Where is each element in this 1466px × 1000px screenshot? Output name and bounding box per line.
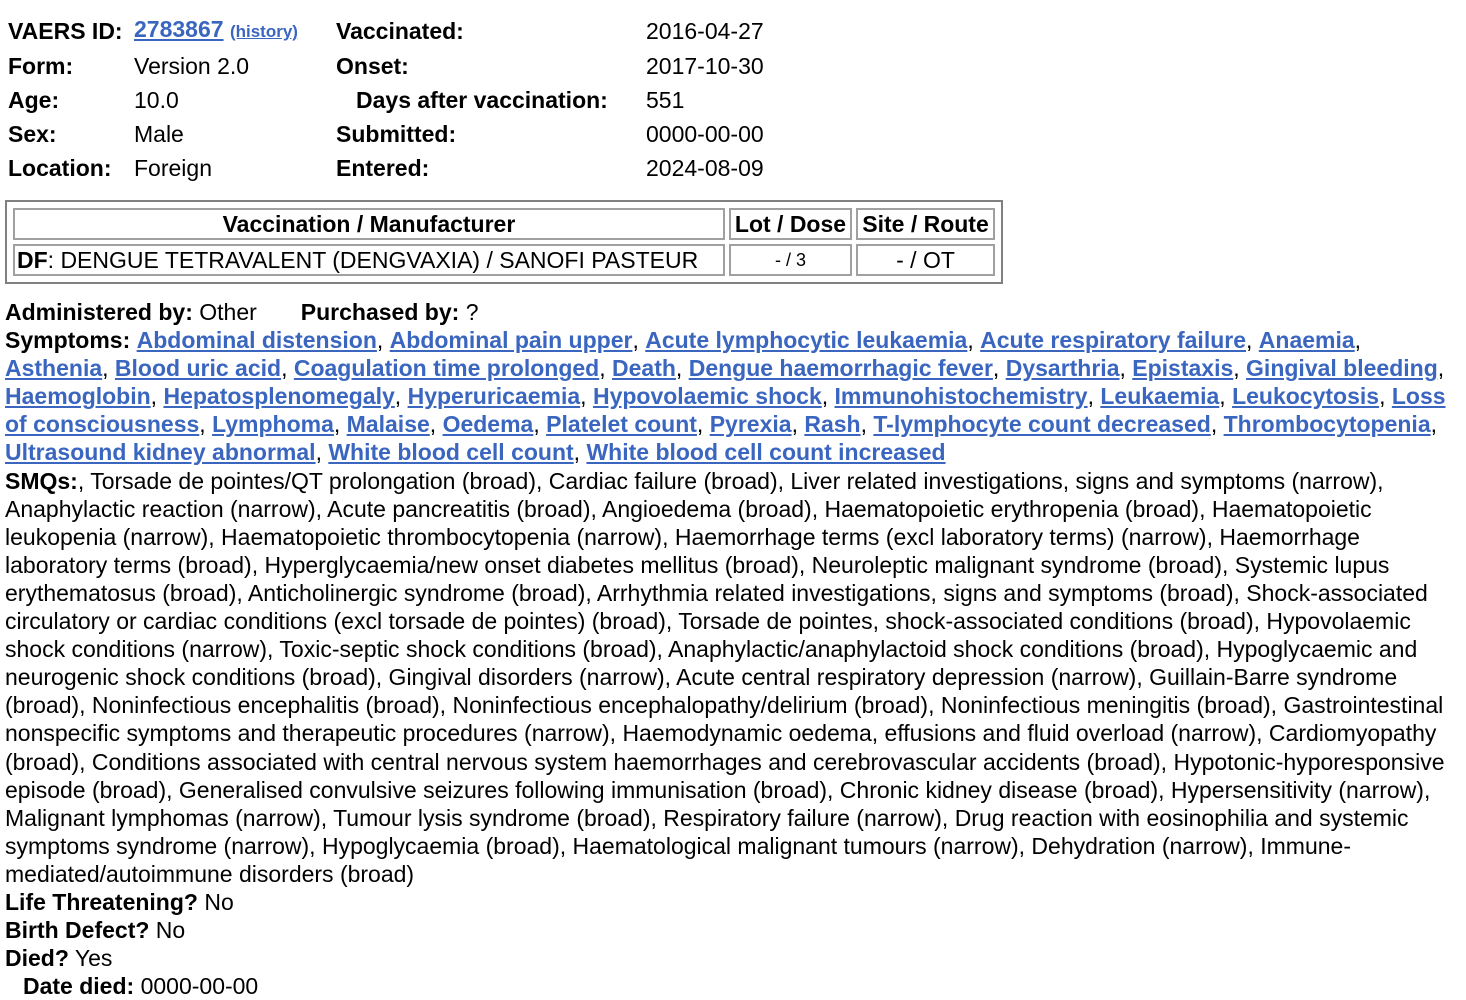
site-route-cell: - / OT [856,244,995,276]
col-site-route: Site / Route [856,208,995,240]
died-value: Yes [74,945,113,972]
vaccine-code: DF [17,247,48,273]
lot-dose-cell: - / 3 [729,244,852,276]
symptom-link[interactable]: Dysarthria [1005,355,1120,382]
submitted-label: Submitted: [336,121,457,147]
col-vaccination-manufacturer: Vaccination / Manufacturer [13,208,725,240]
entered-label: Entered: [336,155,430,181]
symptom-link[interactable]: Haemoglobin [5,383,151,410]
symptom-link[interactable]: Leukocytosis [1232,383,1380,410]
vaccinated-label: Vaccinated: [336,17,464,44]
submitted-value: 0000-00-00 [646,121,764,147]
vaccination-table [5,200,1003,284]
symptom-link[interactable]: Dengue haemorrhagic fever [688,355,993,382]
purchased-value: ? [465,299,479,325]
symptoms-label: Symptoms: [5,327,131,354]
vaers-id-label: VAERS ID: [8,17,123,44]
symptom-link[interactable]: Pyrexia [709,411,792,438]
symptom-link[interactable]: White blood cell count [328,439,574,466]
died-label: Died? [5,945,69,972]
symptom-link[interactable]: Abdominal pain upper [389,327,633,354]
smqs-row [5,467,1463,888]
symptom-link[interactable]: Platelet count [546,411,697,438]
entered-value: 2024-08-09 [646,155,764,181]
symptom-link[interactable]: Epistaxis [1132,355,1234,382]
symptom-link[interactable]: Asthenia [5,355,103,382]
vaccine-cell [13,244,725,276]
days-after-vaccination-label: Days after vaccination: [356,87,608,113]
report-details [5,298,1463,1000]
administration-row [5,298,1463,326]
birth-defect-row [5,916,1463,944]
symptom-link[interactable]: Loss of consciousness [5,383,1446,438]
date-died-label: Date died: [23,973,135,1000]
symptom-link[interactable]: Lymphoma [212,411,334,438]
symptom-link[interactable]: Leukaemia [1100,383,1220,410]
days-after-vaccination-value: 551 [646,87,685,113]
col-lot-dose: Lot / Dose [729,208,852,240]
location-label: Location: [8,155,112,181]
report-header [8,12,764,185]
symptom-link[interactable]: Death [612,355,676,382]
administered-label: Administered by: [5,299,193,325]
date-died-value: 0000-00-00 [140,973,259,1000]
symptom-link[interactable]: Hepatosplenomegaly [163,383,395,410]
smqs-text: , Torsade de pointes/QT prolongation (broad), Cardiac failure (broad), Liver related investigations, signs and symptoms (narrow), Anaphylactic reaction (narrow), Acute pancreatitis (broad), Angioedema (broad), Haematopoietic erythropenia (broad), Haematopoietic leukopenia (narrow), Haematopoietic thrombocytopenia (narrow), Haemorrhage terms (excl laboratory terms) (narrow), Haemorrhage laboratory terms (broad), Hyperglycaemia/new onset diabetes mellitus (broad), Neuroleptic malignant syndrome (broad), Systemic lupus erythematosus (broad), Anticholinergic syndrome (broad), Arrhythmia related investigations, signs and symptoms (broad), Shock-associated circulatory or cardiac conditions (excl torsade de pointes) (broad), Torsade de pointes, shock-associated conditions (broad), Hypovolaemic shock conditions (narrow), Toxic-septic shock conditions (broad), Anaphylactic/anaphylactoid shock conditions (broad), Hypoglycaemic and neurogenic shock conditions (broad), Gingival disorders (narrow), Acute central respiratory depression (narrow), Guillain-Barre syndrome (broad), Noninfectious encephalitis (broad), Noninfectious encephalopathy/delirium (broad), Noninfectious meningitis (broad), Gastrointestinal nonspecific symptoms and therapeutic procedures (narrow), Haemodynamic oedema, effusions and fluid overload (narrow), Cardiomyopathy (broad), Conditions associated with central nervous system haemorrhages and cerebrovascular accidents (broad), Hypotonic-hyporesponsive episode (broad), Generalised convulsive seizures following immunisation (broad), Chronic kidney disease (broad), Hypersensitivity (narrow), Malignant lymphomas (narrow), Tumour lysis syndrome (broad), Respiratory failure (narrow), Drug reaction with eosinophilia and systemic symptoms syndrome (narrow), Hypoglycaemia (broad), Haematological malignant tumours (narrow), Dehydration (narrow), Immune-mediated/autoimmune disorders (broad) [5,467,1445,887]
birth-defect-value: No [155,917,186,944]
life-threatening-label: Life Threatening? [5,888,198,915]
symptom-link[interactable]: Gingival bleeding [1246,355,1438,382]
history-link[interactable]: (history) [229,22,298,41]
symptom-link[interactable]: Hypovolaemic shock [592,383,822,410]
symptom-link[interactable]: Oedema [442,411,534,438]
symptom-list: Abdominal distension, Abdominal pain upper, Acute lymphocytic leukaemia, Acute respiratory failure, Anaemia, Asthenia, Blood uric acid, Coagulation time prolonged, Death, Dengue haemorrhagic fever, Dysarthria, Epistaxis, Gingival bleeding, Haemoglobin, Hepatosplenomegaly, Hyperuricaemia, Hypovolaemic shock, Immunohistochemistry, Leukaemia, Leukocytosis, Loss of consciousness, Lymphoma, Malaise, Oedema, Platelet count, Pyrexia, Rash, T-lymphocyte count decreased, Thrombocytopenia, Ultrasound kidney abnormal, White blood cell count, White blood cell count increased [5,327,1446,466]
life-threatening-value: No [204,888,234,915]
symptom-link[interactable]: Acute respiratory failure [980,327,1246,354]
sex-label: Sex: [8,121,57,147]
age-label: Age: [8,87,60,113]
birth-defect-label: Birth Defect? [5,917,150,944]
age-value: 10.0 [134,87,179,113]
vaers-id-link[interactable]: 2783867 [134,16,224,42]
onset-value: 2017-10-30 [646,53,764,79]
symptom-link[interactable]: Malaise [346,411,430,438]
form-label: Form: [8,53,74,79]
table-row [13,244,995,276]
symptom-link[interactable]: Coagulation time prolonged [293,355,600,382]
symptom-link[interactable]: T-lymphocyte count decreased [873,411,1211,438]
died-row [5,944,1463,972]
location-value: Foreign [134,155,212,181]
symptom-link[interactable]: Hyperuricaemia [407,383,581,410]
symptom-link[interactable]: Blood uric acid [114,355,282,382]
symptoms-row [5,326,1463,466]
form-value: Version 2.0 [134,53,250,79]
vaccine-name: : DENGUE TETRAVALENT (DENGVAXIA) / SANOFI PASTEUR [47,247,699,273]
symptom-link[interactable]: Rash [804,411,861,438]
symptom-link[interactable]: Abdominal distension [136,327,377,354]
symptom-link[interactable]: White blood cell count increased [586,439,946,466]
purchased-label: Purchased by: [300,299,460,325]
sex-value: Male [134,121,184,147]
life-threatening-row [5,888,1463,916]
symptom-link[interactable]: Anaemia [1258,327,1355,354]
symptom-link[interactable]: Ultrasound kidney abnormal [5,439,316,466]
date-died-row [5,972,1463,1000]
symptom-link[interactable]: Thrombocytopenia [1223,411,1431,438]
symptom-link[interactable]: Acute lymphocytic leukaemia [645,327,968,354]
smqs-label: SMQs: [5,467,78,494]
vaccinated-value: 2016-04-27 [646,17,764,44]
administered-value: Other [199,299,257,325]
symptom-link[interactable]: Immunohistochemistry [834,383,1088,410]
onset-label: Onset: [336,53,409,79]
